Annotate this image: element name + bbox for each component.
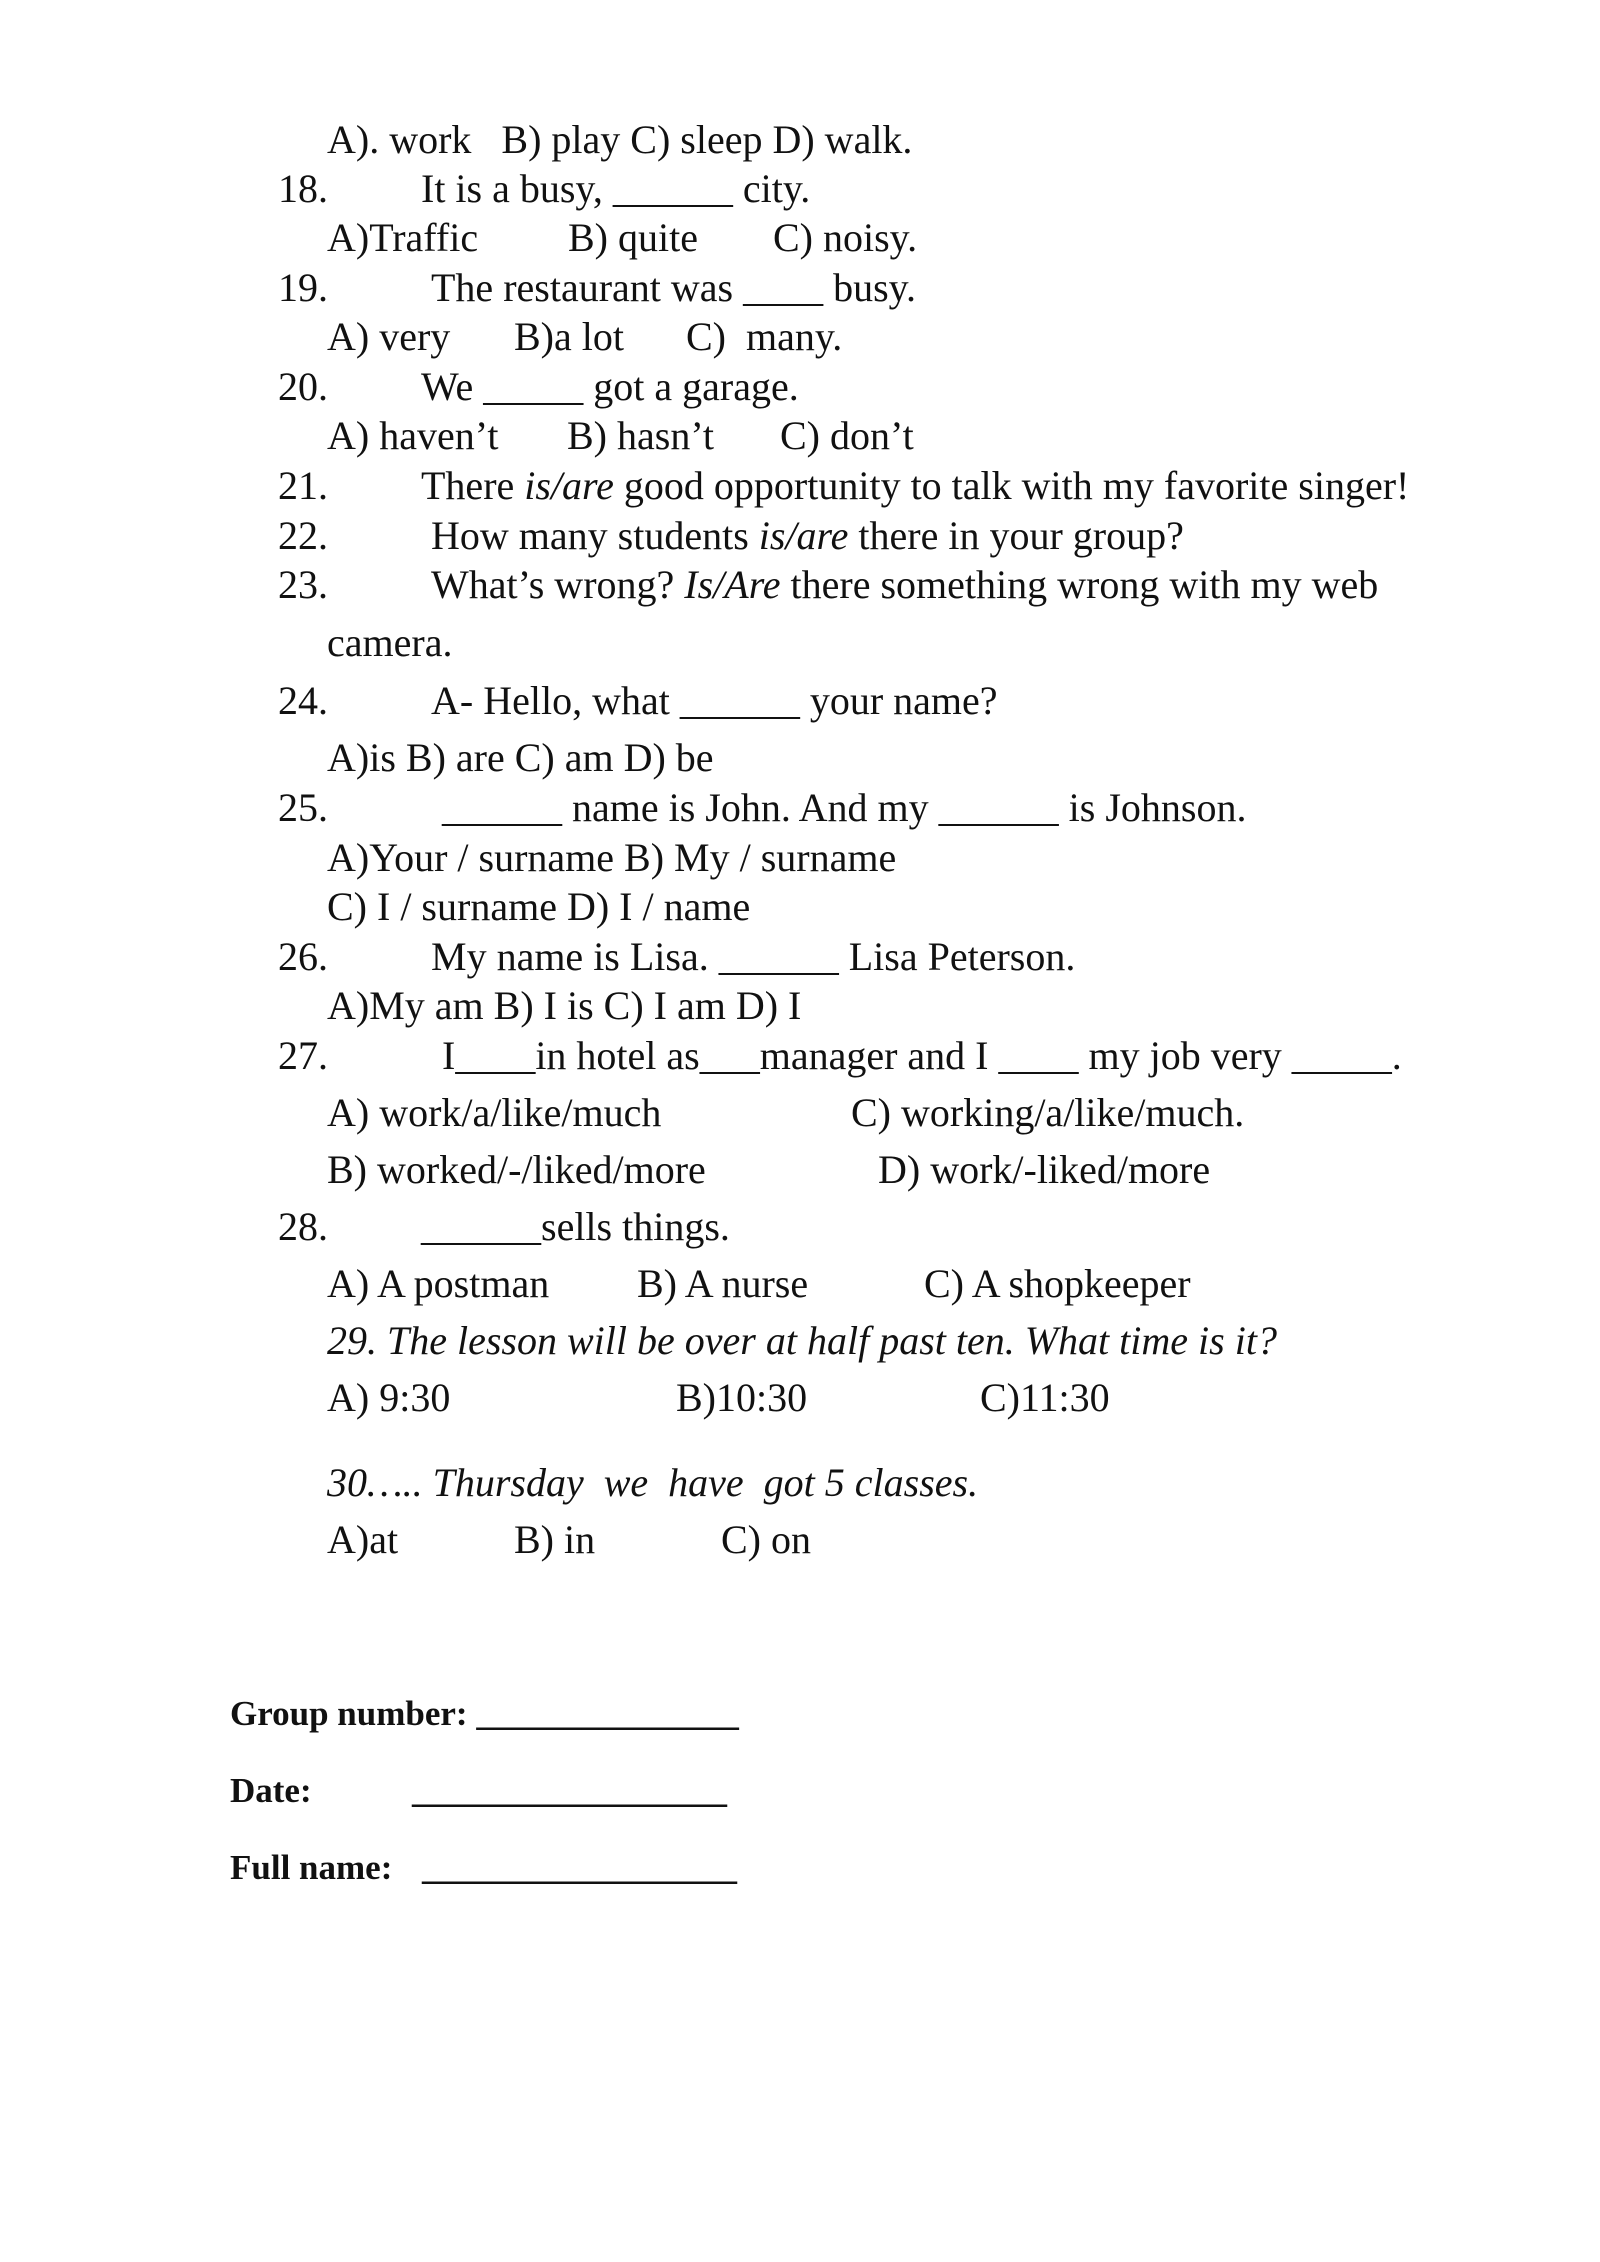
q22-choice: is/are: [758, 513, 849, 558]
q21-choice: is/are: [524, 463, 614, 508]
q23-choice: Is/Are: [684, 562, 781, 607]
q30-text: 30….. Thursday we have got 5 classes.: [327, 1460, 979, 1505]
q30-option-a: A)at: [327, 1517, 399, 1562]
q25-options-line2: C) I / surname D) I / name: [327, 884, 751, 929]
q29-option-a: A) 9:30: [327, 1375, 451, 1420]
q22-number: 22.: [278, 513, 328, 558]
full-name-field[interactable]: __________________: [422, 1848, 737, 1887]
q24-options: A)is B) are C) am D) be: [327, 735, 714, 780]
q25-number: 25.: [278, 785, 328, 830]
q19-option-b: B)a lot: [514, 314, 624, 359]
q27-number: 27.: [278, 1033, 328, 1078]
q27-option-d: D) work/-liked/more: [878, 1147, 1211, 1192]
q19-text: The restaurant was ____ busy.: [431, 265, 917, 310]
q20-option-c: C) don’t: [780, 413, 914, 458]
q18-option-a: A)Traffic: [327, 215, 479, 260]
q28-option-b: B) A nurse: [637, 1261, 809, 1306]
q29-text: 29. The lesson will be over at half past ten. What time is it?: [327, 1318, 1277, 1363]
q20-number: 20.: [278, 364, 328, 409]
q24-text: A- Hello, what ______ your name?: [431, 678, 998, 723]
q27-option-a: A) work/a/like/much: [327, 1090, 662, 1135]
q20-text: We _____ got a garage.: [421, 364, 799, 409]
q28-number: 28.: [278, 1204, 328, 1249]
q23-text-before: What’s wrong?: [431, 562, 685, 607]
q20-option-a: A) haven’t: [327, 413, 499, 458]
q22-text-after: there in your group?: [848, 513, 1184, 558]
q22-text-before: How many students: [431, 513, 759, 558]
q21-text-after: good opportunity to talk with my favorite singer!: [613, 463, 1410, 508]
q29-option-c: C)11:30: [980, 1375, 1110, 1420]
q18-text: It is a busy, ______ city.: [421, 166, 811, 211]
q17-options: A). work B) play C) sleep D) walk.: [327, 117, 913, 162]
q23-text: [431, 561, 1378, 609]
q28-option-c: C) A shopkeeper: [924, 1261, 1191, 1306]
q26-text: My name is Lisa. ______ Lisa Peterson.: [431, 934, 1076, 979]
q20-option-b: B) hasn’t: [567, 413, 715, 458]
full-name-label: Full name:: [230, 1848, 393, 1887]
q21-number: 21.: [278, 463, 328, 508]
q26-number: 26.: [278, 934, 328, 979]
q21-text-before: There: [421, 463, 525, 508]
date-field[interactable]: __________________: [412, 1771, 727, 1810]
q18-option-b: B) quite: [568, 215, 698, 260]
q30-option-c: C) on: [721, 1517, 811, 1562]
q27-option-c: C) working/a/like/much.: [851, 1090, 1245, 1135]
date-label: Date:: [230, 1771, 312, 1810]
q19-option-a: A) very: [327, 314, 451, 359]
q23-text-continued: camera.: [327, 620, 453, 665]
q26-options: A)My am B) I is C) I am D) I: [327, 983, 802, 1028]
q18-option-c: C) noisy.: [773, 215, 918, 260]
q29-option-b: B)10:30: [676, 1375, 808, 1420]
q27-option-b: B) worked/-/liked/more: [327, 1147, 706, 1192]
q24-number: 24.: [278, 678, 328, 723]
q22-text: [431, 512, 1184, 560]
q28-text: ______sells things.: [421, 1204, 730, 1249]
q30-option-b: B) in: [514, 1517, 596, 1562]
q19-number: 19.: [278, 265, 328, 310]
q25-text: ______ name is John. And my ______ is Johnson.: [442, 785, 1247, 830]
q27-text: I____in hotel as___manager and I ____ my job very _____.: [442, 1033, 1402, 1078]
q19-option-c: C) many.: [686, 314, 843, 359]
q28-option-a: A) A postman: [327, 1261, 550, 1306]
q23-number: 23.: [278, 562, 328, 607]
q23-text-after: there something wrong with my web: [780, 562, 1379, 607]
q18-number: 18.: [278, 166, 328, 211]
group-number-field[interactable]: Group number: _______________: [230, 1694, 739, 1733]
q21-text: [421, 462, 1409, 510]
q25-options-line1: A)Your / surname B) My / surname: [327, 835, 897, 880]
